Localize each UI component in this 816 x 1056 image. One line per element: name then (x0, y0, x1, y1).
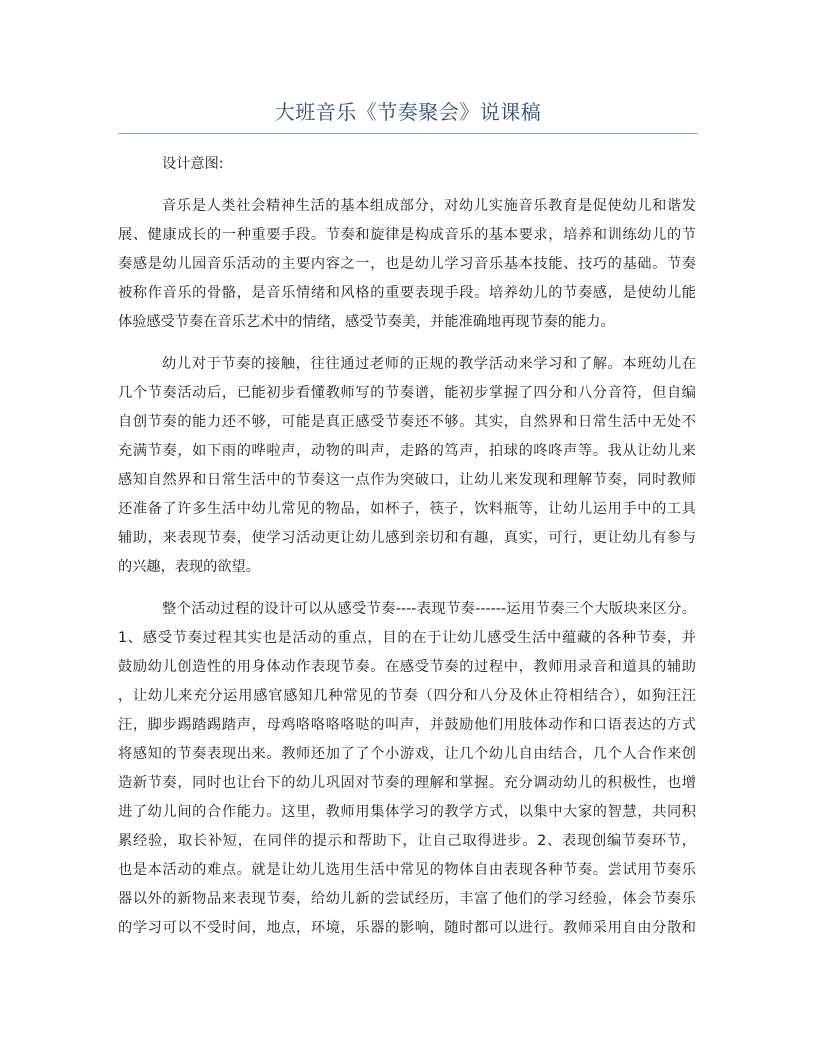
text-line: 音乐是人类社会精神生活的基本组成部分，对幼儿实施音乐教育是促使幼儿和谐发 (162, 198, 696, 214)
text-line: 整个活动过程的设计可以从感受节奏----表现节奏------运用节奏三个大版块来区分。 (162, 601, 696, 617)
text-line: 设计意图: (162, 156, 224, 172)
text-line: 辅助，来表现节奏，使学习活动更让幼儿感到亲切和有趣，真实，可行，更让幼儿有参与 (118, 530, 696, 546)
text-line: 也是本活动的难点。就是让幼儿选用生活中常见的物体自由表现各种节奏。尝试用节奏乐 (118, 862, 696, 878)
section-heading (118, 150, 696, 179)
text-line: ，让幼儿来充分运用感官感知几种常见的节奏（四分和八分及休止符相结合），如狗汪汪 (118, 688, 696, 704)
text-line: 奏感是幼儿园音乐活动的主要内容之一，也是幼儿学习音乐基本技能、技巧的基础。节奏 (118, 256, 696, 272)
paragraph (118, 350, 696, 582)
title-underline (118, 133, 698, 134)
text-line: 感知自然界和日常生活中的节奏这一点作为突破口，让幼儿来发现和理解节奏，同时教师 (118, 472, 696, 488)
paragraph (118, 595, 696, 943)
text-line: 还准备了许多生活中幼儿常见的物品，如杯子，筷子，饮料瓶等，让幼儿运用手中的工具 (118, 501, 696, 517)
text-line: 展、健康成长的一种重要手段。节奏和旋律是构成音乐的基本要求，培养和训练幼儿的节 (118, 227, 696, 243)
text-line: 的兴趣，表现的欲望。 (118, 559, 260, 575)
text-line: 几个节奏活动后，已能初步看懂教师写的节奏谱，能初步掌握了四分和八分音符，但自编 (118, 385, 696, 401)
text-line: 鼓励幼儿创造性的用身体动作表现节奏。在感受节奏的过程中，教师用录音和道具的辅助 (118, 659, 696, 675)
text-line: 被称作音乐的骨骼，是音乐情绪和风格的重要表现手段。培养幼儿的节奏感，是使幼儿能 (118, 285, 696, 301)
paragraph (118, 192, 696, 337)
text-line: 幼儿对于节奏的接触，往往通过老师的正规的教学活动来学习和了解。本班幼儿在 (162, 356, 696, 372)
document-body (118, 150, 696, 956)
text-line: 造新节奏，同时也让台下的幼儿巩固对节奏的理解和掌握。充分调动幼儿的积极性，也增 (118, 775, 696, 791)
text-line: 1、感受节奏过程其实也是活动的重点，目的在于让幼儿感受生活中蕴藏的各种节奏，并 (118, 630, 696, 646)
text-line: 将感知的节奏表现出来。教师还加了了个小游戏，让几个幼儿自由结合，几个人合作来创 (118, 746, 696, 762)
text-line: 自创节奏的能力还不够，可能是真正感受节奏还不够。其实，自然界和日常生活中无处不 (118, 414, 696, 430)
text-line: 器以外的新物品来表现节奏，给幼儿新的尝试经历，丰富了他们的学习经验，体会节奏乐 (118, 891, 696, 907)
text-line: 汪，脚步踢踏踢踏声，母鸡咯咯咯咯哒的叫声，并鼓励他们用肢体动作和口语表达的方式 (118, 717, 696, 733)
text-line: 进了幼儿间的合作能力。这里，教师用集体学习的教学方式，以集中大家的智慧，共同积 (118, 804, 696, 820)
document-title: 大班音乐《节奏聚会》说课稿 (274, 100, 542, 124)
text-line: 体验感受节奏在音乐艺术中的情绪，感受节奏美，并能准确地再现节奏的能力。 (118, 314, 615, 330)
text-line: 累经验，取长补短，在同伴的提示和帮助下，让自己取得进步。2、表现创编节奏环节， (118, 833, 696, 849)
text-line: 的学习可以不受时间，地点，环境，乐器的影响，随时都可以进行。教师采用自由分散和 (118, 920, 696, 936)
text-line: 充满节奏，如下雨的哗啦声，动物的叫声，走路的笃声，拍球的咚咚声等。我从让幼儿来 (118, 443, 696, 459)
